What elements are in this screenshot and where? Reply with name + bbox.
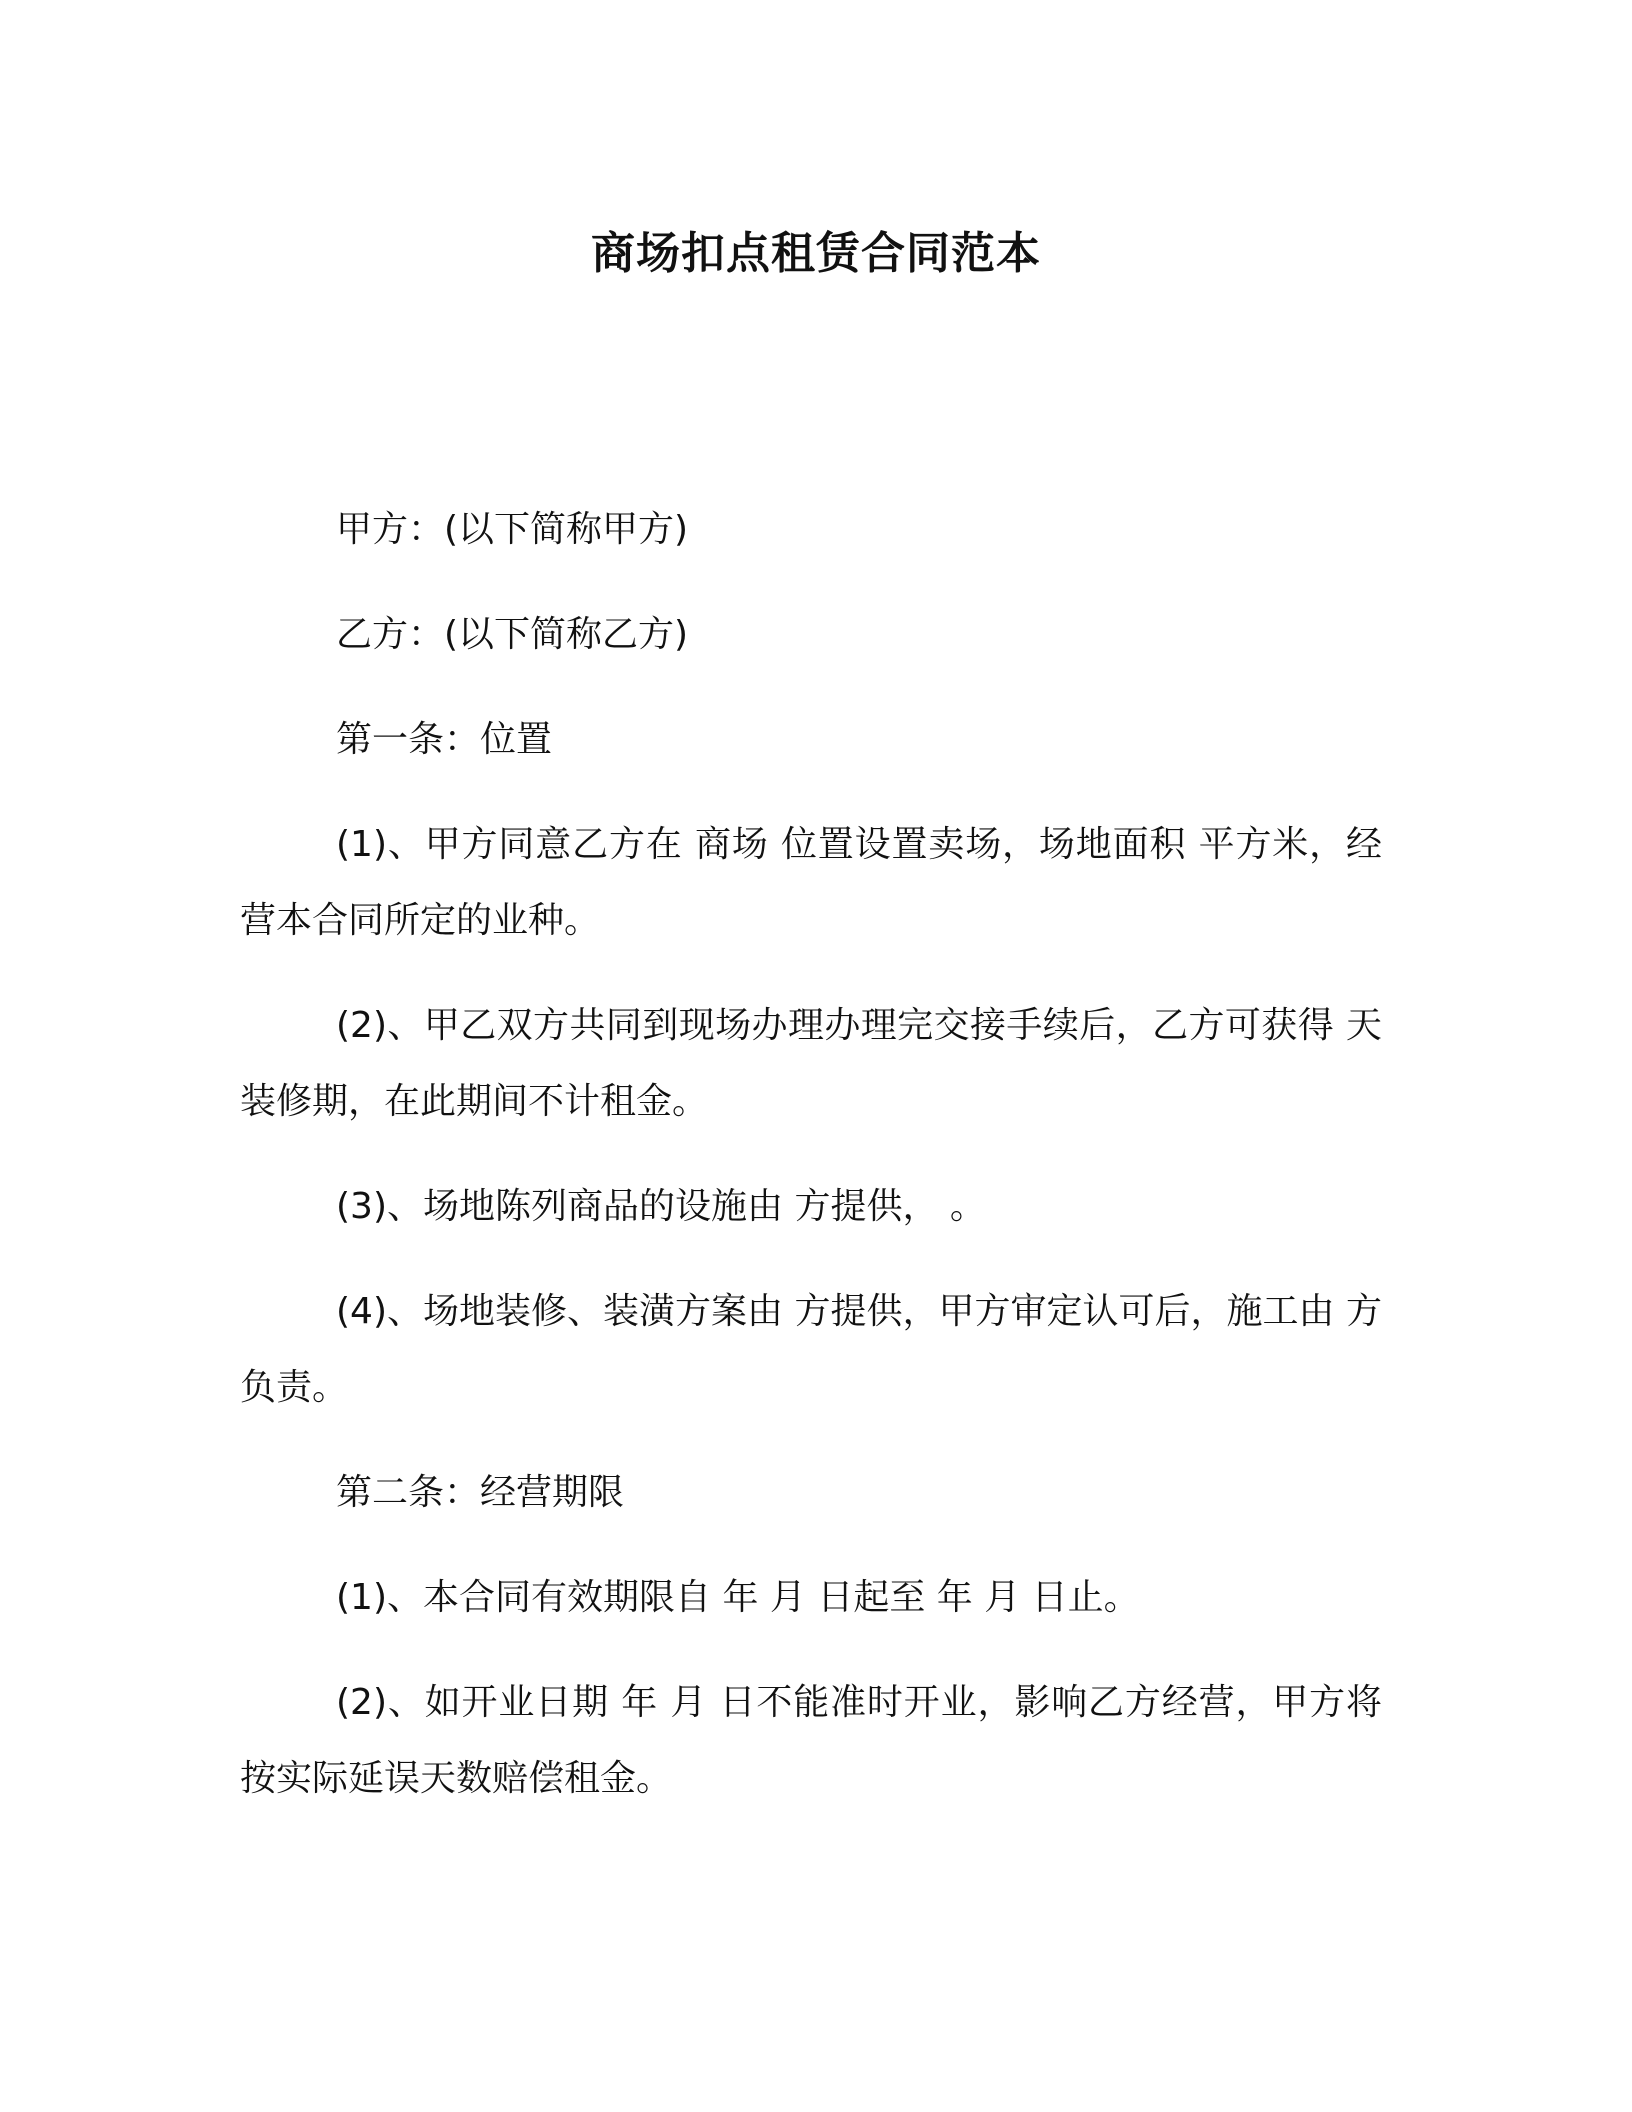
party-b-line: 乙方：(以下简称乙方)	[336, 614, 689, 655]
article-2-clause-1: (1)、本合同有效期限自 年 月 日起至 年 月 日止。	[336, 1577, 1140, 1618]
article-1-clause-3: (3)、场地陈列商品的设施由 方提供， 。	[336, 1186, 986, 1227]
party-a-line: 甲方：(以下简称甲方)	[336, 509, 689, 550]
article-1-heading: 第一条：位置	[336, 719, 553, 760]
document-body	[240, 492, 1382, 1846]
article-1-clause-1: (1)、甲方同意乙方在 商场 位置设置卖场，场地面积 平方米，经营本合同所定的业种。	[240, 824, 1382, 941]
article-1-clause-2: (2)、甲乙双方共同到现场办理办理完交接手续后，乙方可获得 天装修期，在此期间不计租金。	[240, 1005, 1382, 1122]
article-1-clause-4: (4)、场地装修、装潢方案由 方提供，甲方审定认可后，施工由 方负责。	[240, 1291, 1382, 1408]
document-title: 商场扣点租赁合同范本	[591, 228, 1041, 279]
article-2-heading: 第二条：经营期限	[336, 1472, 625, 1513]
article-2-clause-2: (2)、如开业日期 年 月 日不能准时开业，影响乙方经营，甲方将按实际延误天数赔偿租金。	[240, 1682, 1382, 1799]
